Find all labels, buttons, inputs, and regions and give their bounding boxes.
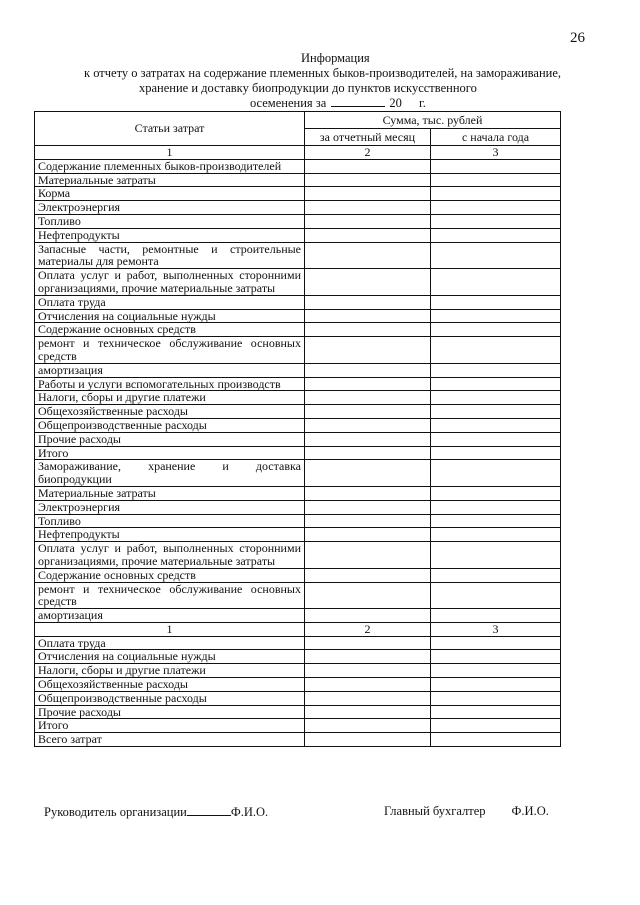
cost-item-label: Общехозяйственные расходы <box>35 678 305 692</box>
month-value-cell[interactable] <box>305 309 431 323</box>
month-value-cell[interactable] <box>305 187 431 201</box>
table-row <box>35 609 561 623</box>
table-row <box>35 514 561 528</box>
month-value-cell[interactable] <box>305 418 431 432</box>
cost-item-label: Оплата услуг и работ, выполненных сторонними организациями, прочие материальные затраты <box>35 542 305 569</box>
table-row <box>35 363 561 377</box>
month-value-cell[interactable] <box>305 514 431 528</box>
repeat-number-row <box>35 622 561 636</box>
ytd-value-cell[interactable] <box>431 201 561 215</box>
ytd-value-cell[interactable] <box>431 228 561 242</box>
cost-item-label: амортизация <box>35 363 305 377</box>
month-value-cell[interactable] <box>305 528 431 542</box>
cost-item-label: Содержание племенных быков-производителей <box>35 159 305 173</box>
cost-item-label: Топливо <box>35 214 305 228</box>
table-row <box>35 242 561 269</box>
ytd-value-cell[interactable] <box>431 500 561 514</box>
cost-item-label: Итого <box>35 719 305 733</box>
month-value-cell[interactable] <box>305 691 431 705</box>
table-row <box>35 446 561 460</box>
month-value-cell[interactable] <box>305 568 431 582</box>
accountant-label: Главный бухгалтер <box>384 804 486 818</box>
cost-item-label: Оплата труда <box>35 295 305 309</box>
table-row <box>35 582 561 609</box>
ytd-value-cell[interactable] <box>431 705 561 719</box>
ytd-value-cell[interactable] <box>431 187 561 201</box>
month-value-cell[interactable] <box>305 405 431 419</box>
cost-item-label: Материальные затраты <box>35 486 305 500</box>
manager-signature-line[interactable] <box>187 804 231 816</box>
ytd-value-cell[interactable] <box>431 432 561 446</box>
month-value-cell[interactable] <box>305 609 431 623</box>
table-row <box>35 432 561 446</box>
month-value-cell[interactable] <box>305 228 431 242</box>
month-value-cell[interactable] <box>305 377 431 391</box>
col-number-1: 1 <box>35 146 305 160</box>
month-value-cell[interactable] <box>305 636 431 650</box>
col-number-3-repeat: 3 <box>431 622 561 636</box>
cost-item-label: Налоги, сборы и другие платежи <box>35 391 305 405</box>
col-number-2-repeat: 2 <box>305 622 431 636</box>
month-value-cell[interactable] <box>305 295 431 309</box>
cost-item-label: Корма <box>35 187 305 201</box>
table-row <box>35 542 561 569</box>
table-row <box>35 500 561 514</box>
page-number: 26 <box>570 30 585 46</box>
table-row <box>35 323 561 337</box>
month-value-cell[interactable] <box>305 446 431 460</box>
col-header-month: за отчетный месяц <box>305 129 431 146</box>
table-row <box>35 337 561 364</box>
month-value-cell[interactable] <box>305 486 431 500</box>
ytd-value-cell[interactable] <box>431 678 561 692</box>
cost-item-label: Топливо <box>35 514 305 528</box>
month-value-cell[interactable] <box>305 323 431 337</box>
month-value-cell[interactable] <box>305 159 431 173</box>
table-body-continued <box>35 636 561 746</box>
table-row <box>35 309 561 323</box>
table-row <box>35 528 561 542</box>
col-number-1-repeat: 1 <box>35 622 305 636</box>
cost-table <box>34 111 561 747</box>
ytd-value-cell[interactable] <box>431 242 561 269</box>
cost-item-label: Оплата услуг и работ, выполненных сторонними организациями, прочие материальные затраты <box>35 269 305 296</box>
ytd-value-cell[interactable] <box>431 363 561 377</box>
cost-item-label: Итого <box>35 446 305 460</box>
month-value-cell[interactable] <box>305 460 431 487</box>
month-value-cell[interactable] <box>305 733 431 747</box>
ytd-value-cell[interactable] <box>431 418 561 432</box>
ytd-value-cell[interactable] <box>431 582 561 609</box>
ytd-value-cell[interactable] <box>431 636 561 650</box>
cost-item-label: Нефтепродукты <box>35 228 305 242</box>
ytd-value-cell[interactable] <box>431 391 561 405</box>
table-row <box>35 719 561 733</box>
col-number-3: 3 <box>431 146 561 160</box>
cost-item-label: Отчисления на социальные нужды <box>35 309 305 323</box>
cost-item-label: Материальные затраты <box>35 173 305 187</box>
period-label: осеменения за <box>250 96 327 110</box>
cost-item-label: Налоги, сборы и другие платежи <box>35 664 305 678</box>
cost-item-label: Отчисления на социальные нужды <box>35 650 305 664</box>
year-suffix: г. <box>419 96 426 110</box>
table-row <box>35 650 561 664</box>
cost-item-label: Нефтепродукты <box>35 528 305 542</box>
table-row <box>35 173 561 187</box>
table-row <box>35 187 561 201</box>
table-body <box>35 159 561 622</box>
ytd-value-cell[interactable] <box>431 733 561 747</box>
table-row <box>35 486 561 500</box>
col-header-items: Статьи затрат <box>35 112 305 146</box>
table-row <box>35 377 561 391</box>
table-row <box>35 733 561 747</box>
table-row <box>35 214 561 228</box>
month-value-cell[interactable] <box>305 242 431 269</box>
ytd-value-cell[interactable] <box>431 337 561 364</box>
month-value-cell[interactable] <box>305 678 431 692</box>
table-row <box>35 636 561 650</box>
year-field[interactable] <box>387 96 416 112</box>
month-value-cell[interactable] <box>305 173 431 187</box>
table-row <box>35 678 561 692</box>
cost-item-label: ремонт и техническое обслуживание основных средств <box>35 337 305 364</box>
cost-item-label: Прочие расходы <box>35 432 305 446</box>
month-value-cell[interactable] <box>305 337 431 364</box>
table-row <box>35 391 561 405</box>
month-value-cell[interactable] <box>305 705 431 719</box>
subtitle-line-2: хранение и доставку биопродукции до пунктов искусственного <box>139 81 477 95</box>
ytd-value-cell[interactable] <box>431 542 561 569</box>
col-header-sum: Сумма, тыс. рублей <box>305 112 561 129</box>
accountant-signature <box>384 804 549 819</box>
cost-item-label: Электроэнергия <box>35 201 305 215</box>
ytd-value-cell[interactable] <box>431 159 561 173</box>
ytd-value-cell[interactable] <box>431 446 561 460</box>
cost-item-label: Содержание основных средств <box>35 323 305 337</box>
ytd-value-cell[interactable] <box>431 719 561 733</box>
ytd-value-cell[interactable] <box>431 309 561 323</box>
ytd-value-cell[interactable] <box>431 269 561 296</box>
cost-item-label: Работы и услуги вспомогательных производств <box>35 377 305 391</box>
cost-item-label: Запасные части, ремонтные и строительные материалы для ремонта <box>35 242 305 269</box>
month-value-cell[interactable] <box>305 432 431 446</box>
ytd-value-cell[interactable] <box>431 295 561 309</box>
table-row <box>35 568 561 582</box>
month-value-cell[interactable] <box>305 500 431 514</box>
cost-item-label: амортизация <box>35 609 305 623</box>
table-row <box>35 691 561 705</box>
ytd-value-cell[interactable] <box>431 650 561 664</box>
table-row <box>35 269 561 296</box>
cost-item-label: Содержание основных средств <box>35 568 305 582</box>
document-title: Информация <box>301 51 370 65</box>
month-value-cell[interactable] <box>305 664 431 678</box>
table-row <box>35 418 561 432</box>
cost-item-label: Прочие расходы <box>35 705 305 719</box>
ytd-value-cell[interactable] <box>431 609 561 623</box>
table-row <box>35 228 561 242</box>
manager-label: Руководитель организации <box>44 805 187 819</box>
cost-item-label: Электроэнергия <box>35 500 305 514</box>
table-row <box>35 705 561 719</box>
manager-fio: Ф.И.О. <box>230 805 269 819</box>
month-value-cell[interactable] <box>305 391 431 405</box>
cost-item-label: Оплата труда <box>35 636 305 650</box>
ytd-value-cell[interactable] <box>431 664 561 678</box>
table-row <box>35 664 561 678</box>
cost-item-label: Общехозяйственные расходы <box>35 405 305 419</box>
month-value-cell[interactable] <box>305 269 431 296</box>
month-value-cell[interactable] <box>305 201 431 215</box>
month-value-cell[interactable] <box>305 363 431 377</box>
year-prefix: 20 <box>389 96 402 110</box>
table-row <box>35 405 561 419</box>
cost-item-label: Общепроизводственные расходы <box>35 691 305 705</box>
ytd-value-cell[interactable] <box>431 460 561 487</box>
col-header-year: с начала года <box>431 129 561 146</box>
ytd-value-cell[interactable] <box>431 405 561 419</box>
col-number-2: 2 <box>305 146 431 160</box>
manager-signature <box>44 804 268 820</box>
cost-item-label: Замораживание, хранение и доставка биопродукции <box>35 460 305 487</box>
ytd-value-cell[interactable] <box>431 214 561 228</box>
month-value-cell[interactable] <box>305 582 431 609</box>
table-row <box>35 159 561 173</box>
ytd-value-cell[interactable] <box>431 323 561 337</box>
period-blank[interactable] <box>331 95 385 107</box>
subtitle-line-1: к отчету о затратах на содержание племенных быков-производителей, на замораживание, <box>84 66 561 80</box>
ytd-value-cell[interactable] <box>431 691 561 705</box>
ytd-value-cell[interactable] <box>431 377 561 391</box>
month-value-cell[interactable] <box>305 542 431 569</box>
ytd-value-cell[interactable] <box>431 514 561 528</box>
accountant-fio: Ф.И.О. <box>511 804 549 818</box>
ytd-value-cell[interactable] <box>431 528 561 542</box>
month-value-cell[interactable] <box>305 214 431 228</box>
cost-item-label: Общепроизводственные расходы <box>35 418 305 432</box>
table-row <box>35 460 561 487</box>
table-row <box>35 201 561 215</box>
ytd-value-cell[interactable] <box>431 173 561 187</box>
ytd-value-cell[interactable] <box>431 568 561 582</box>
subtitle-line-3 <box>250 95 426 112</box>
month-value-cell[interactable] <box>305 719 431 733</box>
cost-item-label: Всего затрат <box>35 733 305 747</box>
cost-item-label: ремонт и техническое обслуживание основных средств <box>35 582 305 609</box>
ytd-value-cell[interactable] <box>431 486 561 500</box>
table-row <box>35 295 561 309</box>
month-value-cell[interactable] <box>305 650 431 664</box>
